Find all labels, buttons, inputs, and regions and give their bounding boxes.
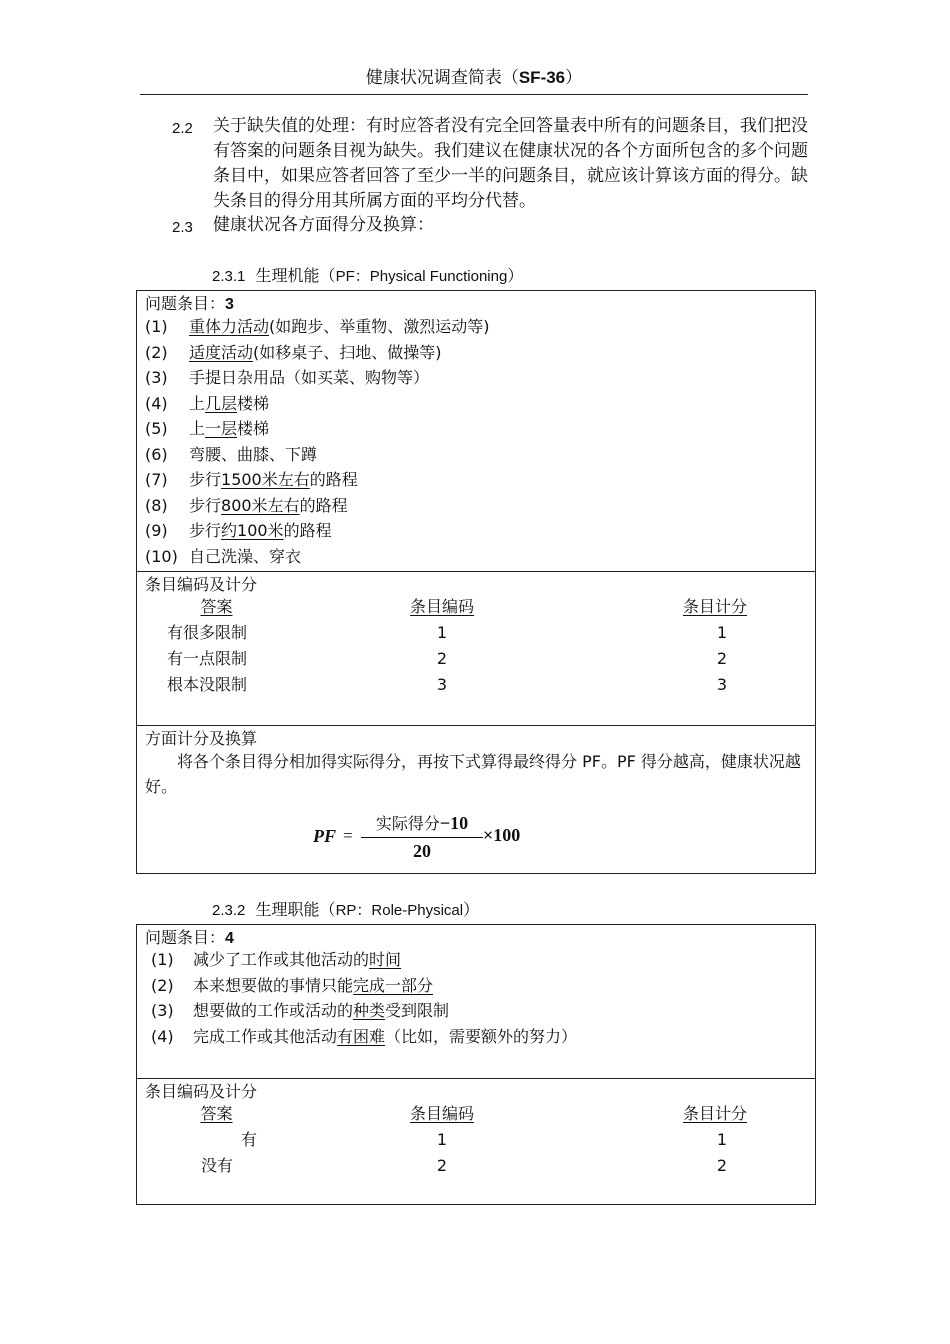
list-item: (3) 手提日杂用品（如买菜、购物等）	[145, 368, 430, 387]
pf-items-section	[137, 291, 815, 571]
column-header-score: 条目计分	[682, 597, 747, 616]
section-2-2	[172, 114, 812, 214]
rp-heading-en: RP：Role-Physical	[335, 902, 464, 919]
pf-coding-label: 条目编码及计分	[145, 575, 258, 594]
pf-formula	[313, 812, 533, 864]
list-item: (3) 想要做的工作或活动的种类受到限制	[151, 1001, 450, 1020]
pf-calc-section	[137, 725, 815, 873]
section-number: 2.3	[172, 219, 193, 236]
formula-fraction-bar	[361, 837, 483, 838]
rp-items-section	[137, 925, 815, 1078]
table-cell-score: 2	[716, 649, 728, 668]
pf-coding-section	[137, 571, 815, 725]
rp-items-count: 4	[225, 930, 234, 947]
list-item: (4) 上几层楼梯	[145, 393, 270, 413]
formula-equals: =	[343, 826, 353, 845]
table-cell-code: 3	[436, 675, 448, 694]
rp-table	[136, 924, 816, 1205]
list-item: (1) 减少了工作或其他活动的时间	[151, 950, 402, 969]
page-header	[140, 66, 808, 95]
pf-items-label: 问题条目：3	[145, 294, 234, 313]
pf-table	[136, 290, 816, 874]
list-item: (6) 弯腰、曲膝、下蹲	[145, 444, 318, 464]
table-cell-answer: 有	[240, 1130, 257, 1149]
pf-heading-num: 2.3.1	[212, 268, 246, 285]
formula-multiplier: ×100	[483, 825, 521, 845]
pf-heading	[212, 264, 523, 289]
table-cell-code: 1	[436, 623, 448, 642]
table-cell-answer: 没有	[200, 1156, 233, 1175]
list-item: (5) 上一层楼梯	[145, 419, 270, 438]
header-title-suffix: ）	[565, 68, 583, 88]
formula-numerator	[361, 812, 483, 836]
table-cell-code: 2	[436, 1156, 448, 1175]
list-item: (1) 重体力活动(如跑步、举重物、激烈运动等)	[145, 317, 490, 336]
table-cell-score: 1	[716, 623, 728, 642]
pf-calc-label: 方面计分及换算	[145, 729, 258, 748]
table-cell-score: 3	[716, 675, 728, 694]
pf-heading-cn: 生理机能（	[255, 266, 336, 285]
table-cell-score: 2	[716, 1156, 728, 1175]
table-cell-score: 1	[716, 1130, 728, 1149]
pf-items-count: 3	[225, 296, 234, 313]
rp-heading-cn: 生理职能（	[255, 900, 336, 919]
header-title-code: SF-36	[518, 68, 566, 87]
pf-heading-en: PF：Physical Functioning	[335, 268, 508, 285]
pf-heading-close: ）	[507, 266, 524, 285]
list-item: (2) 适度活动(如移桌子、扫地、做操等)	[145, 342, 442, 362]
rp-items-label: 问题条目：4	[145, 928, 234, 947]
formula-denominator: 20	[413, 841, 431, 861]
list-item: (8) 步行800米左右的路程	[145, 495, 348, 515]
list-item: (7) 步行1500米左右的路程	[145, 470, 358, 489]
table-cell-answer: 根本没限制	[166, 675, 247, 694]
rp-heading	[212, 898, 479, 923]
section-text: 关于缺失值的处理：有时应答者没有完全回答量表中所有的问题条目，我们把没有答案的问题条目视为缺失。我们建议在健康状况的各个方面所包含的多个问题条目中，如果应答者回答了至少一半的问题条目，就应该计算该方面的得分。缺失条目的得分用其所属方面的平均分代替。	[213, 116, 808, 211]
section-2-3	[172, 213, 812, 238]
formula-numerator-tail: −10	[439, 813, 469, 833]
list-item: (2) 本来想要做的事情只能完成一部分	[151, 975, 434, 995]
pf-calc-text: 将各个条目得分相加得实际得分，再按下式算得最终得分 PF。PF 得分越高，健康状况越好。	[145, 752, 801, 796]
list-item: (4) 完成工作或其他活动有困难（比如，需要额外的努力）	[151, 1026, 578, 1046]
table-cell-answer: 有一点限制	[166, 649, 247, 668]
column-header-code: 条目编码	[409, 1104, 474, 1123]
rp-heading-close: ）	[463, 900, 480, 919]
formula-lhs: PF	[313, 826, 337, 846]
header-title-prefix: 健康状况调查简表（	[365, 68, 519, 88]
column-header-code: 条目编码	[409, 597, 474, 616]
table-cell-code: 2	[436, 649, 448, 668]
table-cell-code: 1	[436, 1130, 448, 1149]
column-header-answer: 答案	[200, 1104, 233, 1123]
section-text: 健康状况各方面得分及换算：	[213, 215, 434, 235]
list-item: (9) 步行约100米的路程	[145, 521, 332, 540]
section-number: 2.2	[172, 120, 193, 137]
rp-heading-num: 2.3.2	[212, 902, 246, 919]
list-item: (10) 自己洗澡、穿衣	[145, 546, 302, 566]
column-header-score: 条目计分	[682, 1104, 747, 1123]
rp-coding-section	[137, 1078, 815, 1204]
table-cell-answer: 有很多限制	[166, 623, 247, 642]
rp-coding-label: 条目编码及计分	[145, 1082, 258, 1101]
formula-numerator-cn: 实际得分	[375, 814, 440, 833]
column-header-answer: 答案	[200, 597, 233, 616]
